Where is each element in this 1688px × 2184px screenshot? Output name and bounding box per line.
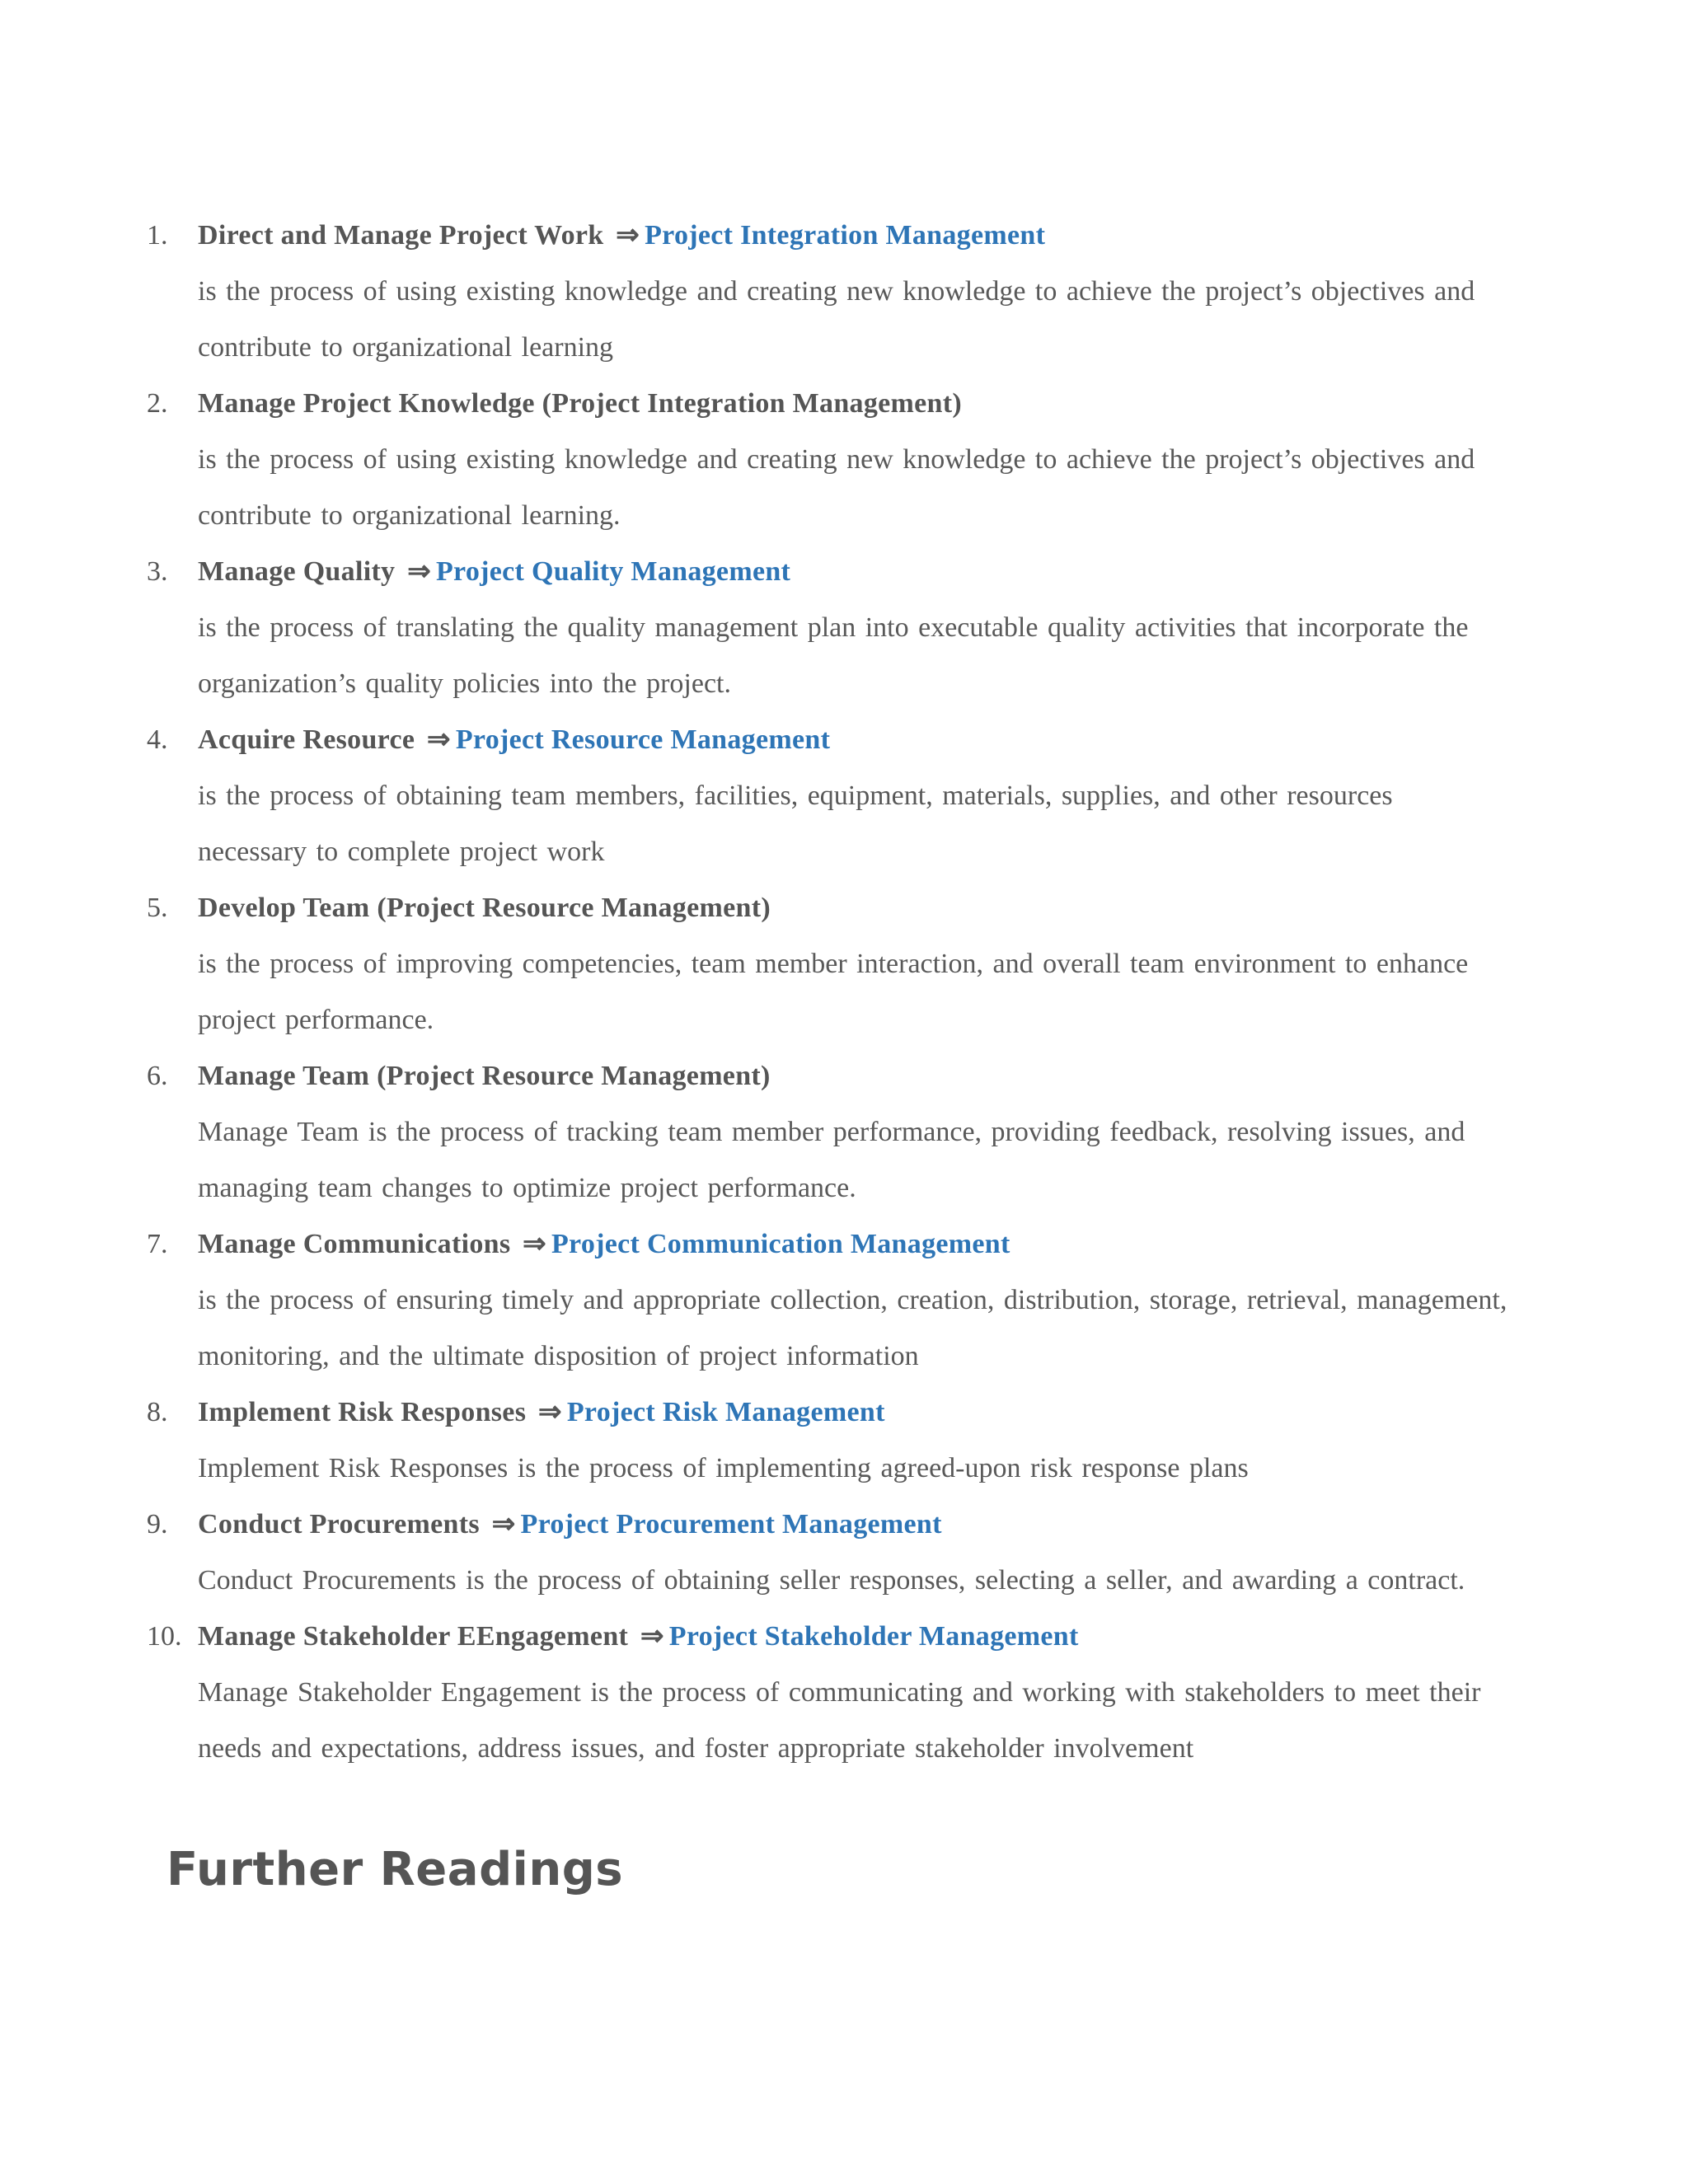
right-double-arrow-icon: ⇒: [640, 1621, 664, 1652]
item-number: 4.: [147, 724, 168, 755]
list-item: [147, 376, 1548, 544]
right-double-arrow-icon: ⇒: [407, 556, 431, 587]
knowledge-area-link[interactable]: Project Procurement Management: [520, 1509, 942, 1540]
process-title: Acquire Resource: [198, 724, 415, 755]
item-number: 6.: [147, 1061, 168, 1091]
process-description: Manage Team is the process of tracking team member performance, providing feedback, resolving issues, and managing team changes to optimize project performance.: [198, 1117, 1465, 1203]
knowledge-area-label: (Project Resource Management): [377, 1061, 771, 1091]
process-title: Manage Stakeholder EEngagement: [198, 1621, 629, 1652]
right-double-arrow-icon: ⇒: [616, 220, 640, 251]
process-description: Conduct Procurements is the process of obtaining seller responses, selecting a seller, and awarding a contract.: [198, 1565, 1465, 1596]
item-heading: [198, 1497, 1548, 1553]
list-item: [147, 544, 1548, 712]
list-item: [147, 1385, 1548, 1497]
list-item: [147, 1497, 1548, 1609]
item-heading: [198, 208, 1548, 264]
item-number: 2.: [147, 388, 168, 419]
knowledge-area-link[interactable]: Project Quality Management: [435, 556, 791, 587]
process-description: Manage Stakeholder Engagement is the process of communicating and working with stakeholders to meet their needs and expectations, address issues, and foster appropriate stakeholder involvement: [198, 1677, 1481, 1764]
list-item: [147, 880, 1548, 1048]
knowledge-area-link[interactable]: Project Stakeholder Management: [668, 1621, 1079, 1652]
item-number: 5.: [147, 893, 168, 923]
process-title: Conduct Procurements: [198, 1509, 480, 1540]
item-number: 3.: [147, 556, 168, 587]
knowledge-area-link[interactable]: Project Integration Management: [645, 220, 1046, 251]
process-title: Manage Quality: [198, 556, 396, 587]
item-heading: [198, 376, 1548, 432]
process-description: is the process of obtaining team members, facilities, equipment, materials, supplies, and other resources necessary to complete project work: [198, 780, 1393, 867]
process-title: Manage Project Knowledge: [198, 388, 535, 419]
knowledge-area-label: (Project Integration Management): [542, 388, 962, 419]
process-description: Implement Risk Responses is the process of implementing agreed-upon risk response plans: [198, 1453, 1249, 1483]
item-number: 10.: [147, 1621, 182, 1652]
item-number: 7.: [147, 1229, 168, 1259]
item-heading: [198, 1048, 1548, 1104]
further-readings-heading: Further Readings: [166, 1843, 624, 1896]
process-title: Direct and Manage Project Work: [198, 220, 604, 251]
knowledge-area-label: (Project Resource Management): [377, 893, 771, 923]
list-item: [147, 1048, 1548, 1216]
right-double-arrow-icon: ⇒: [491, 1509, 516, 1540]
process-description: is the process of using existing knowledge and creating new knowledge to achieve the project’s objectives and contribute to organizational learning: [198, 276, 1475, 363]
list-item: [147, 1609, 1548, 1777]
item-number: 8.: [147, 1397, 168, 1427]
knowledge-area-link[interactable]: Project Risk Management: [566, 1397, 885, 1427]
knowledge-area-link[interactable]: Project Resource Management: [455, 724, 831, 755]
process-description: is the process of improving competencies, team member interaction, and overall team environment to enhance project performance.: [198, 949, 1469, 1035]
process-description: is the process of using existing knowledge and creating new knowledge to achieve the project’s objectives and contribute to organizational learning.: [198, 444, 1475, 531]
item-heading: [198, 544, 1548, 600]
item-heading: [198, 1385, 1548, 1441]
item-number: 9.: [147, 1509, 168, 1540]
list-item: [147, 208, 1548, 376]
right-double-arrow-icon: ⇒: [523, 1229, 546, 1259]
item-heading: [198, 1609, 1548, 1665]
process-title: Manage Team: [198, 1061, 370, 1091]
list-item: [147, 1216, 1548, 1385]
process-title: Implement Risk Responses: [198, 1397, 527, 1427]
process-title: Develop Team: [198, 893, 370, 923]
process-list: [147, 208, 1548, 1777]
right-double-arrow-icon: ⇒: [427, 724, 451, 755]
right-double-arrow-icon: ⇒: [538, 1397, 562, 1427]
process-description: is the process of ensuring timely and appropriate collection, creation, distribution, storage, retrieval, management, monitoring, and the ultimate disposition of project information: [198, 1285, 1507, 1371]
item-heading: [198, 1216, 1548, 1272]
item-number: 1.: [147, 220, 168, 251]
item-heading: [198, 712, 1548, 768]
item-heading: [198, 880, 1548, 936]
knowledge-area-link[interactable]: Project Communication Management: [551, 1229, 1010, 1259]
list-item: [147, 712, 1548, 880]
process-title: Manage Communications: [198, 1229, 511, 1259]
process-description: is the process of translating the quality management plan into executable quality activities that incorporate the organization’s quality policies into the project.: [198, 612, 1469, 699]
